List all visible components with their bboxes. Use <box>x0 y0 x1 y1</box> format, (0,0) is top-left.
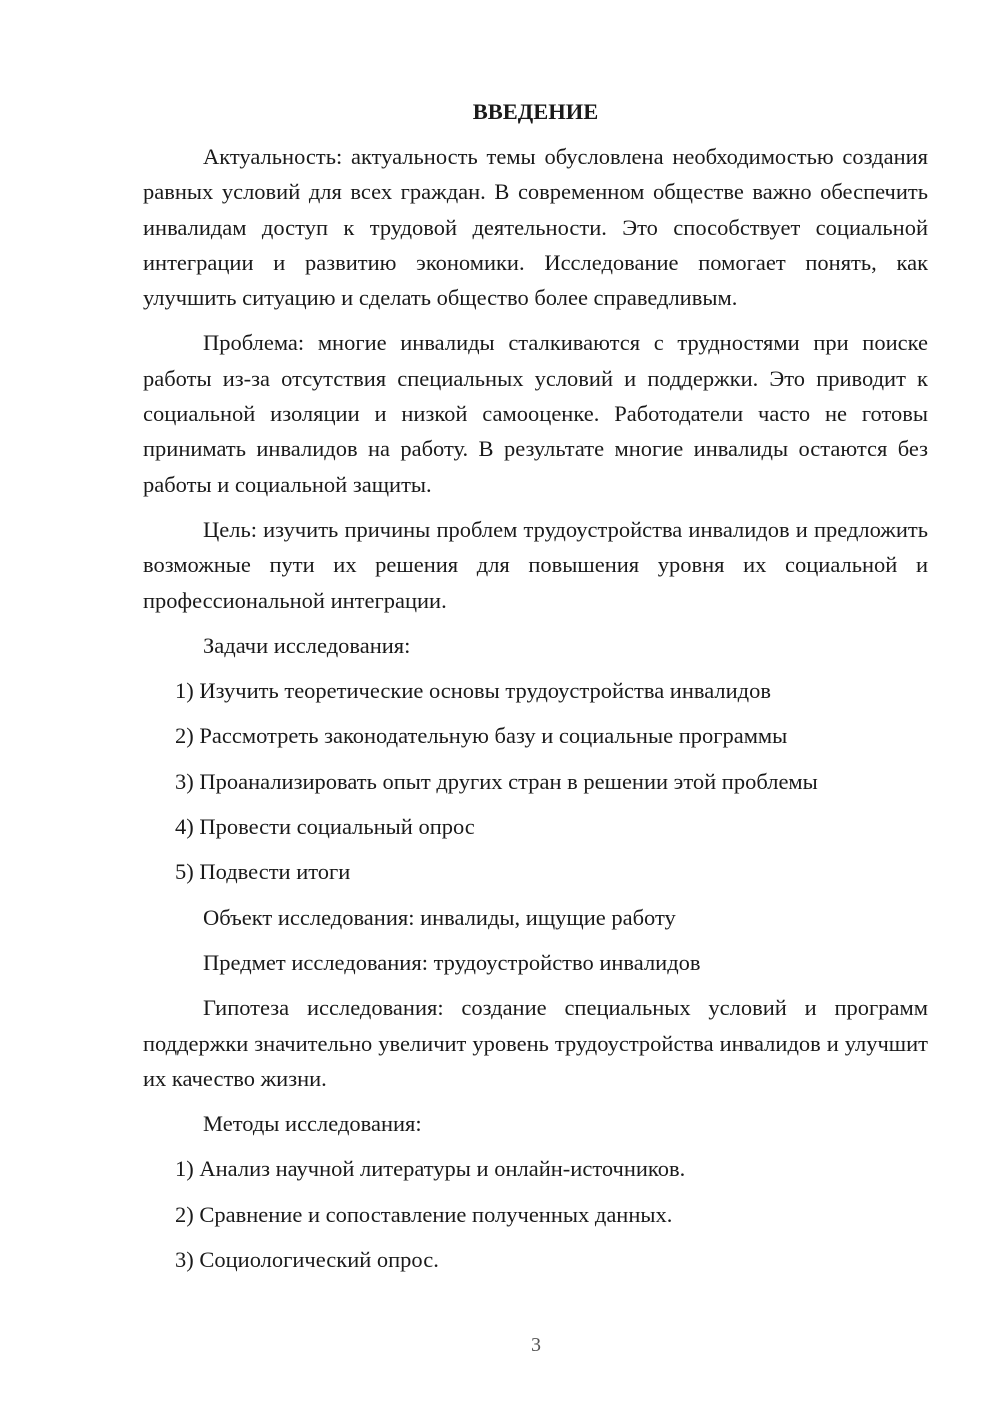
relevance-paragraph: Актуальность: актуальность темы обусловлена необходимостью создания равных условий для всех граждан. В современном обществе важно обеспечить инвалидам доступ к трудовой деятельности. Это способствует социальной интеграции и развитию экономики. Исследование помогает понять, как улучшить ситуацию и сделать общество более справедливым. <box>143 144 928 311</box>
hypothesis-paragraph: Гипотеза исследования: создание специальных условий и программ поддержки значительно увеличит уровень трудоустройства инвалидов и улучшит их качество жизни. <box>143 995 928 1091</box>
list-item: 4) Провести социальный опрос <box>175 814 475 840</box>
list-item: 1) Анализ научной литературы и онлайн-источников. <box>175 1156 686 1182</box>
page-title: ВВЕДЕНИЕ <box>472 99 599 124</box>
document-page <box>143 94 928 1287</box>
methods-list <box>143 1151 928 1277</box>
tasks-list <box>143 673 928 889</box>
list-item: 3) Проанализировать опыт других стран в решении этой проблемы <box>175 768 818 794</box>
list-item: 2) Сравнение и сопоставление полученных данных. <box>175 1201 673 1227</box>
tasks-heading: Задачи исследования: <box>203 632 411 658</box>
page-number: 3 <box>531 1334 541 1356</box>
methods-heading: Методы исследования: <box>203 1111 422 1137</box>
subject-line: Предмет исследования: трудоустройство инвалидов <box>203 949 701 975</box>
list-item: 1) Изучить теоретические основы трудоустройства инвалидов <box>175 678 771 704</box>
problem-paragraph: Проблема: многие инвалиды сталкиваются с трудностями при поиске работы из-за отсутствия специальных условий и поддержки. Это приводит к социальной изоляции и низкой самооценке. Работодатели часто не готовы принимать инвалидов на работу. В результате многие инвалиды остаются без работы и социальной защиты. <box>143 330 928 497</box>
list-item: 2) Рассмотреть законодательную базу и социальные программы <box>175 723 788 749</box>
object-line: Объект исследования: инвалиды, ищущие работу <box>203 904 676 930</box>
list-item: 3) Социологический опрос. <box>175 1247 439 1273</box>
goal-paragraph: Цель: изучить причины проблем трудоустройства инвалидов и предложить возможные пути их решения для повышения уровня их социальной и профессиональной интеграции. <box>143 516 928 613</box>
list-item: 5) Подвести итоги <box>175 859 351 885</box>
